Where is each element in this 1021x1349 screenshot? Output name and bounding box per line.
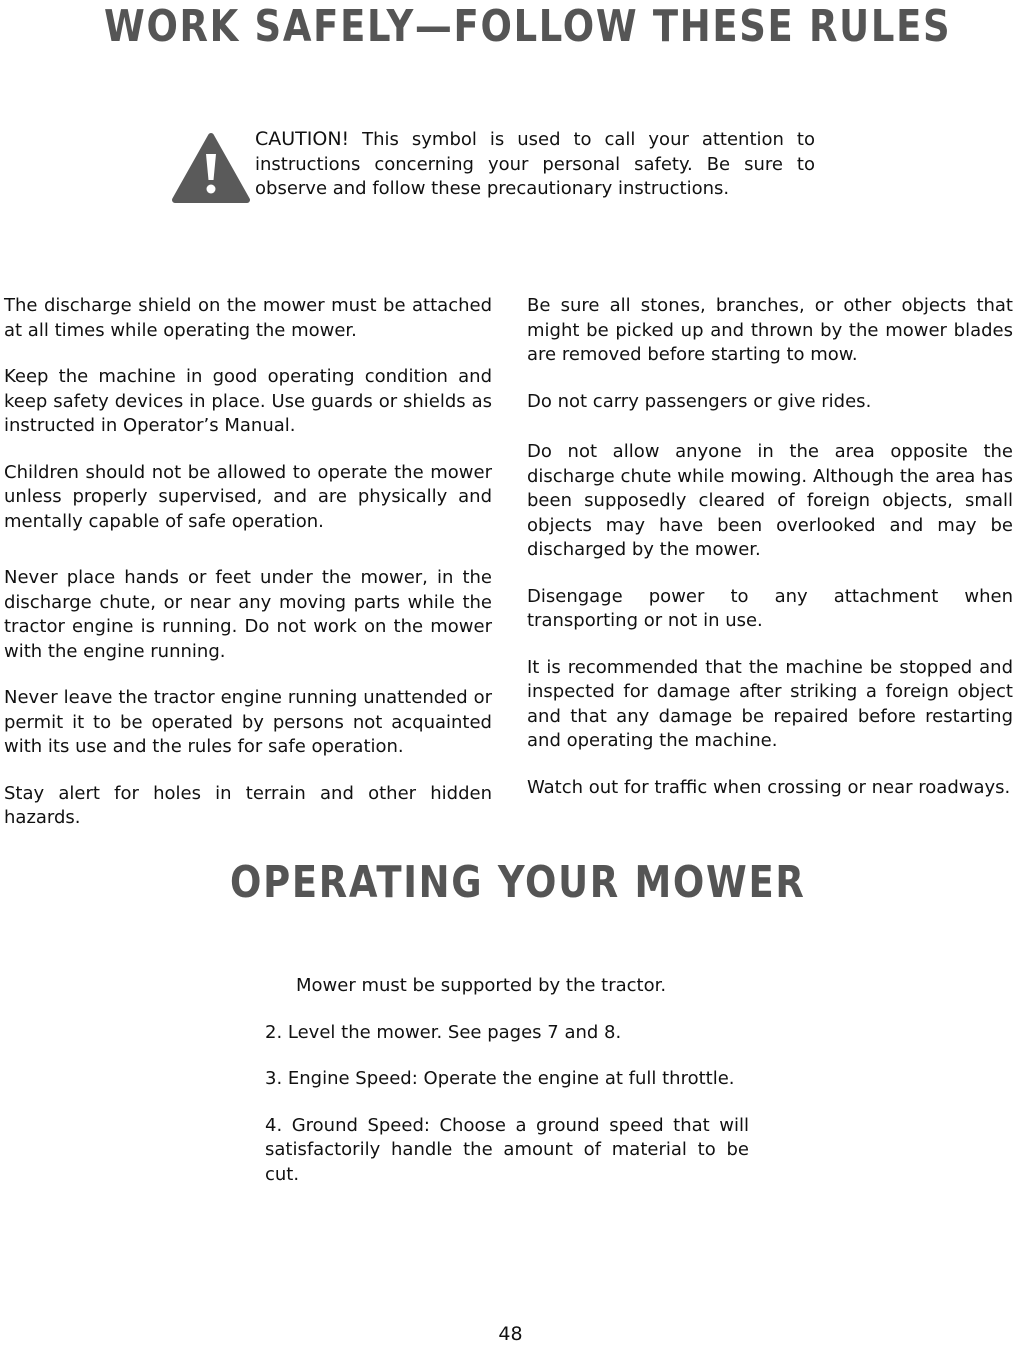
- safety-rule: Do not allow anyone in the area opposite the discharge chute while mowing. Although the area has been supposedly cleared of foreign objects, small objects may have been overlooked and may be discharged by the mower.: [527, 441, 1013, 560]
- safety-rule: Keep the machine in good operating condition and keep safety devices in place. Use guards or shields as instructed in Operator’s Manual.: [4, 366, 492, 436]
- safety-rules-right-column: [527, 294, 1013, 822]
- warning-triangle-icon: [172, 132, 250, 204]
- safety-rule: Children should not be allowed to operate the mower unless properly supervised, and are physically and mentally capable of safe operation.: [4, 461, 492, 532]
- safety-rule: Never place hands or feet under the mower, in the discharge chute, or near any moving parts while the tractor engine is running. Do not work on the mower with the engine running.: [4, 567, 492, 662]
- safety-rule: The discharge shield on the mower must be attached at all times while operating the mower.: [4, 295, 492, 341]
- safety-rule: Watch out for traffic when crossing or near roadways.: [527, 776, 1011, 798]
- safety-rule: It is recommended that the machine be stopped and inspected for damage after striking a foreign object and that any damage be repaired before restarting and operating the machine.: [527, 656, 1013, 751]
- caution-lead: CAUTION!: [255, 128, 350, 150]
- operating-steps: [265, 974, 749, 1209]
- operating-step: Mower must be supported by the tractor.: [296, 975, 667, 996]
- safety-rule: Disengage power to any attachment when transporting or not in use.: [527, 585, 1013, 631]
- caution-text: [255, 127, 815, 202]
- safety-rules-left-column: [4, 294, 492, 853]
- section-title: OPERATING YOUR MOWER: [230, 857, 806, 908]
- caution-notice: [172, 127, 822, 207]
- safety-rule: Be sure all stones, branches, or other objects that might be picked up and thrown by the mower blades are removed before starting to mow.: [527, 295, 1013, 365]
- operating-step: 4. Ground Speed: Choose a ground speed that will satisfactorily handle the amount of material to be cut.: [265, 1114, 749, 1185]
- safety-rule: Stay alert for holes in terrain and other hidden hazards.: [4, 782, 492, 828]
- safety-rule: Never leave the tractor engine running unattended or permit it to be operated by persons not acquainted with its use and the rules for safe operation.: [4, 687, 492, 757]
- caution-body: This symbol is used to call your attention to instructions concerning your personal safety. Be sure to observe and follow these precautionary instructions.: [255, 129, 815, 199]
- operating-step: 2. Level the mower. See pages 7 and 8.: [265, 1021, 622, 1043]
- page-title: WORK SAFELY—FOLLOW THESE RULES: [104, 1, 952, 52]
- page-number: 48: [498, 1323, 523, 1345]
- operating-step: 3. Engine Speed: Operate the engine at full throttle.: [265, 1068, 735, 1089]
- safety-rule: Do not carry passengers or give rides.: [527, 390, 872, 412]
